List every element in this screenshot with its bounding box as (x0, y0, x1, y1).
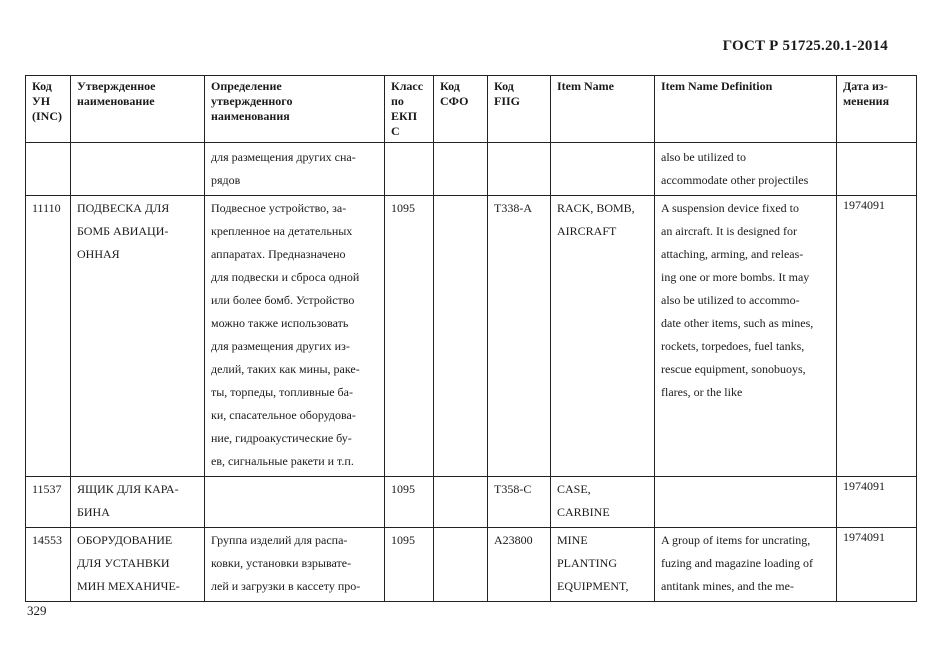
cell-definition (205, 143, 385, 196)
cell-change-date (837, 477, 917, 528)
text-line: ковки, установки взрывате- (211, 556, 352, 570)
cell-ekps-class (385, 143, 434, 196)
header-ekps-class (385, 76, 434, 143)
text-line: MINE (557, 533, 588, 547)
text-line: an aircraft. It is designed for (661, 224, 797, 238)
text-line: для размещения других сна- (211, 150, 356, 164)
text-line: ПОДВЕСКА ДЛЯ (77, 201, 170, 215)
text-line: rockets, torpedoes, fuel tanks, (661, 339, 805, 353)
text-line: also be utilized to (661, 150, 746, 164)
cell-inc (26, 477, 71, 528)
text-line: наименования (211, 109, 290, 123)
cell-inc (26, 143, 71, 196)
cell-approved-name (71, 477, 205, 528)
text-line: БИНА (77, 505, 110, 519)
text-line: по (391, 94, 404, 108)
text-line: 1095 (391, 201, 415, 215)
text-line: аппаратах. Предназначено (211, 247, 346, 261)
cell-item-name (551, 196, 655, 477)
cell-inc (26, 528, 71, 602)
text-line: БОМБ АВИАЦИ- (77, 224, 169, 238)
text-line: 11110 (32, 201, 61, 215)
text-line: antitank mines, and the me- (661, 579, 794, 593)
cell-item-name-definition (655, 196, 837, 477)
text-line: Подвесное устройство, за- (211, 201, 347, 215)
cell-change-date (837, 528, 917, 602)
table-row (26, 477, 917, 528)
text-line: Код (494, 79, 514, 93)
text-line: Группа изделий для распа- (211, 533, 348, 547)
text-line: Определение (211, 79, 282, 93)
text-line: Утвержденное (77, 79, 156, 93)
table-row (26, 528, 917, 602)
text-line: ing one or more bombs. It may (661, 270, 810, 284)
header-fiig-code (488, 76, 551, 143)
text-line: Класс (391, 79, 424, 93)
text-line: 11537 (32, 482, 62, 496)
text-line: accommodate other projectiles (661, 173, 809, 187)
cell-sfo-code (434, 528, 488, 602)
cell-item-name-definition (655, 477, 837, 528)
cell-item-name-definition (655, 528, 837, 602)
text-line: ДЛЯ УСТАНВКИ (77, 556, 170, 570)
text-line: СФО (440, 94, 469, 108)
cell-change-date (837, 196, 917, 477)
cell-approved-name (71, 143, 205, 196)
header-approved-name (71, 76, 205, 143)
cell-item-name-definition (655, 143, 837, 196)
text-line: rescue equipment, sonobuoys, (661, 362, 806, 376)
text-line: Дата из- (843, 79, 888, 93)
text-line: 1974091 (843, 530, 885, 544)
cell-fiig-code (488, 143, 551, 196)
text-line: для размещения других из- (211, 339, 350, 353)
cell-fiig-code (488, 196, 551, 477)
text-line: Item Name (557, 79, 614, 93)
text-line: PLANTING (557, 556, 617, 570)
text-line: менения (843, 94, 890, 108)
text-line: RACK, BOMB, (557, 201, 635, 215)
text-line: flares, or the like (661, 385, 743, 399)
text-line: утвержденного (211, 94, 293, 108)
text-line: крепленное на детательных (211, 224, 353, 238)
cell-sfo-code (434, 143, 488, 196)
text-line: CASE, (557, 482, 591, 496)
text-line: можно также использовать (211, 316, 349, 330)
text-line: CARBINE (557, 505, 610, 519)
text-line: A suspension device fixed to (661, 201, 799, 215)
text-line: ты, торпеды, топливные ба- (211, 385, 353, 399)
header-item-name-definition (655, 76, 837, 143)
text-line: date other items, such as mines, (661, 316, 814, 330)
text-line: для подвески и сброса одной (211, 270, 360, 284)
text-line: A group of items for uncrating, (661, 533, 811, 547)
cell-ekps-class (385, 528, 434, 602)
text-line: fuzing and magazine loading of (661, 556, 813, 570)
text-line: 14553 (32, 533, 62, 547)
cell-approved-name (71, 196, 205, 477)
text-line: рядов (211, 173, 241, 187)
text-line: ЯЩИК ДЛЯ КАРА- (77, 482, 179, 496)
cell-item-name (551, 143, 655, 196)
text-line: A23800 (494, 533, 533, 547)
text-line: 1974091 (843, 198, 885, 212)
table-header-row (26, 76, 917, 143)
header-sfo-code (434, 76, 488, 143)
text-line: ОННАЯ (77, 247, 120, 261)
header-item-name (551, 76, 655, 143)
text-line: УН (32, 94, 51, 108)
header-definition (205, 76, 385, 143)
text-line: ние, гидроакустические бу- (211, 431, 352, 445)
cell-definition (205, 477, 385, 528)
document-standard-number: ГОСТ Р 51725.20.1-2014 (722, 38, 888, 54)
text-line: EQUIPMENT, (557, 579, 629, 593)
text-line: Код (32, 79, 52, 93)
text-line: Код (440, 79, 460, 93)
header-inc (26, 76, 71, 143)
text-line: ев, сигнальные ракети и т.п. (211, 454, 354, 468)
table-row (26, 196, 917, 477)
text-line: или более бомб. Устройство (211, 293, 355, 307)
text-line: 1974091 (843, 479, 885, 493)
text-line: наименование (77, 94, 155, 108)
text-line: attaching, arming, and releas- (661, 247, 804, 261)
cell-fiig-code (488, 528, 551, 602)
text-line: делий, таких как мины, раке- (211, 362, 360, 376)
text-line: ЕКП (391, 109, 418, 123)
text-line: ки, спасательное оборудова- (211, 408, 356, 422)
cell-ekps-class (385, 477, 434, 528)
page-number: 329 (27, 603, 47, 618)
cell-fiig-code (488, 477, 551, 528)
cell-ekps-class (385, 196, 434, 477)
cell-definition (205, 528, 385, 602)
text-line: 1095 (391, 482, 415, 496)
cell-sfo-code (434, 477, 488, 528)
cell-approved-name (71, 528, 205, 602)
text-line: ОБОРУДОВАНИЕ (77, 533, 173, 547)
cell-item-name (551, 528, 655, 602)
cell-change-date (837, 143, 917, 196)
text-line: FIIG (494, 94, 521, 108)
cell-definition (205, 196, 385, 477)
text-line: Item Name Definition (661, 79, 773, 93)
catalog-table (25, 75, 917, 602)
text-line: T338-A (494, 201, 532, 215)
header-change-date (837, 76, 917, 143)
cell-item-name (551, 477, 655, 528)
cell-inc (26, 196, 71, 477)
table-row (26, 143, 917, 196)
text-line: (INC) (32, 109, 62, 123)
cell-sfo-code (434, 196, 488, 477)
text-line: also be utilized to accommo- (661, 293, 800, 307)
text-line: 1095 (391, 533, 415, 547)
text-line: лей и загрузки в кассету про- (211, 579, 361, 593)
text-line: AIRCRAFT (557, 224, 617, 238)
text-line: С (391, 124, 400, 138)
text-line: T358-C (494, 482, 532, 496)
text-line: МИН МЕХАНИЧЕ- (77, 579, 180, 593)
